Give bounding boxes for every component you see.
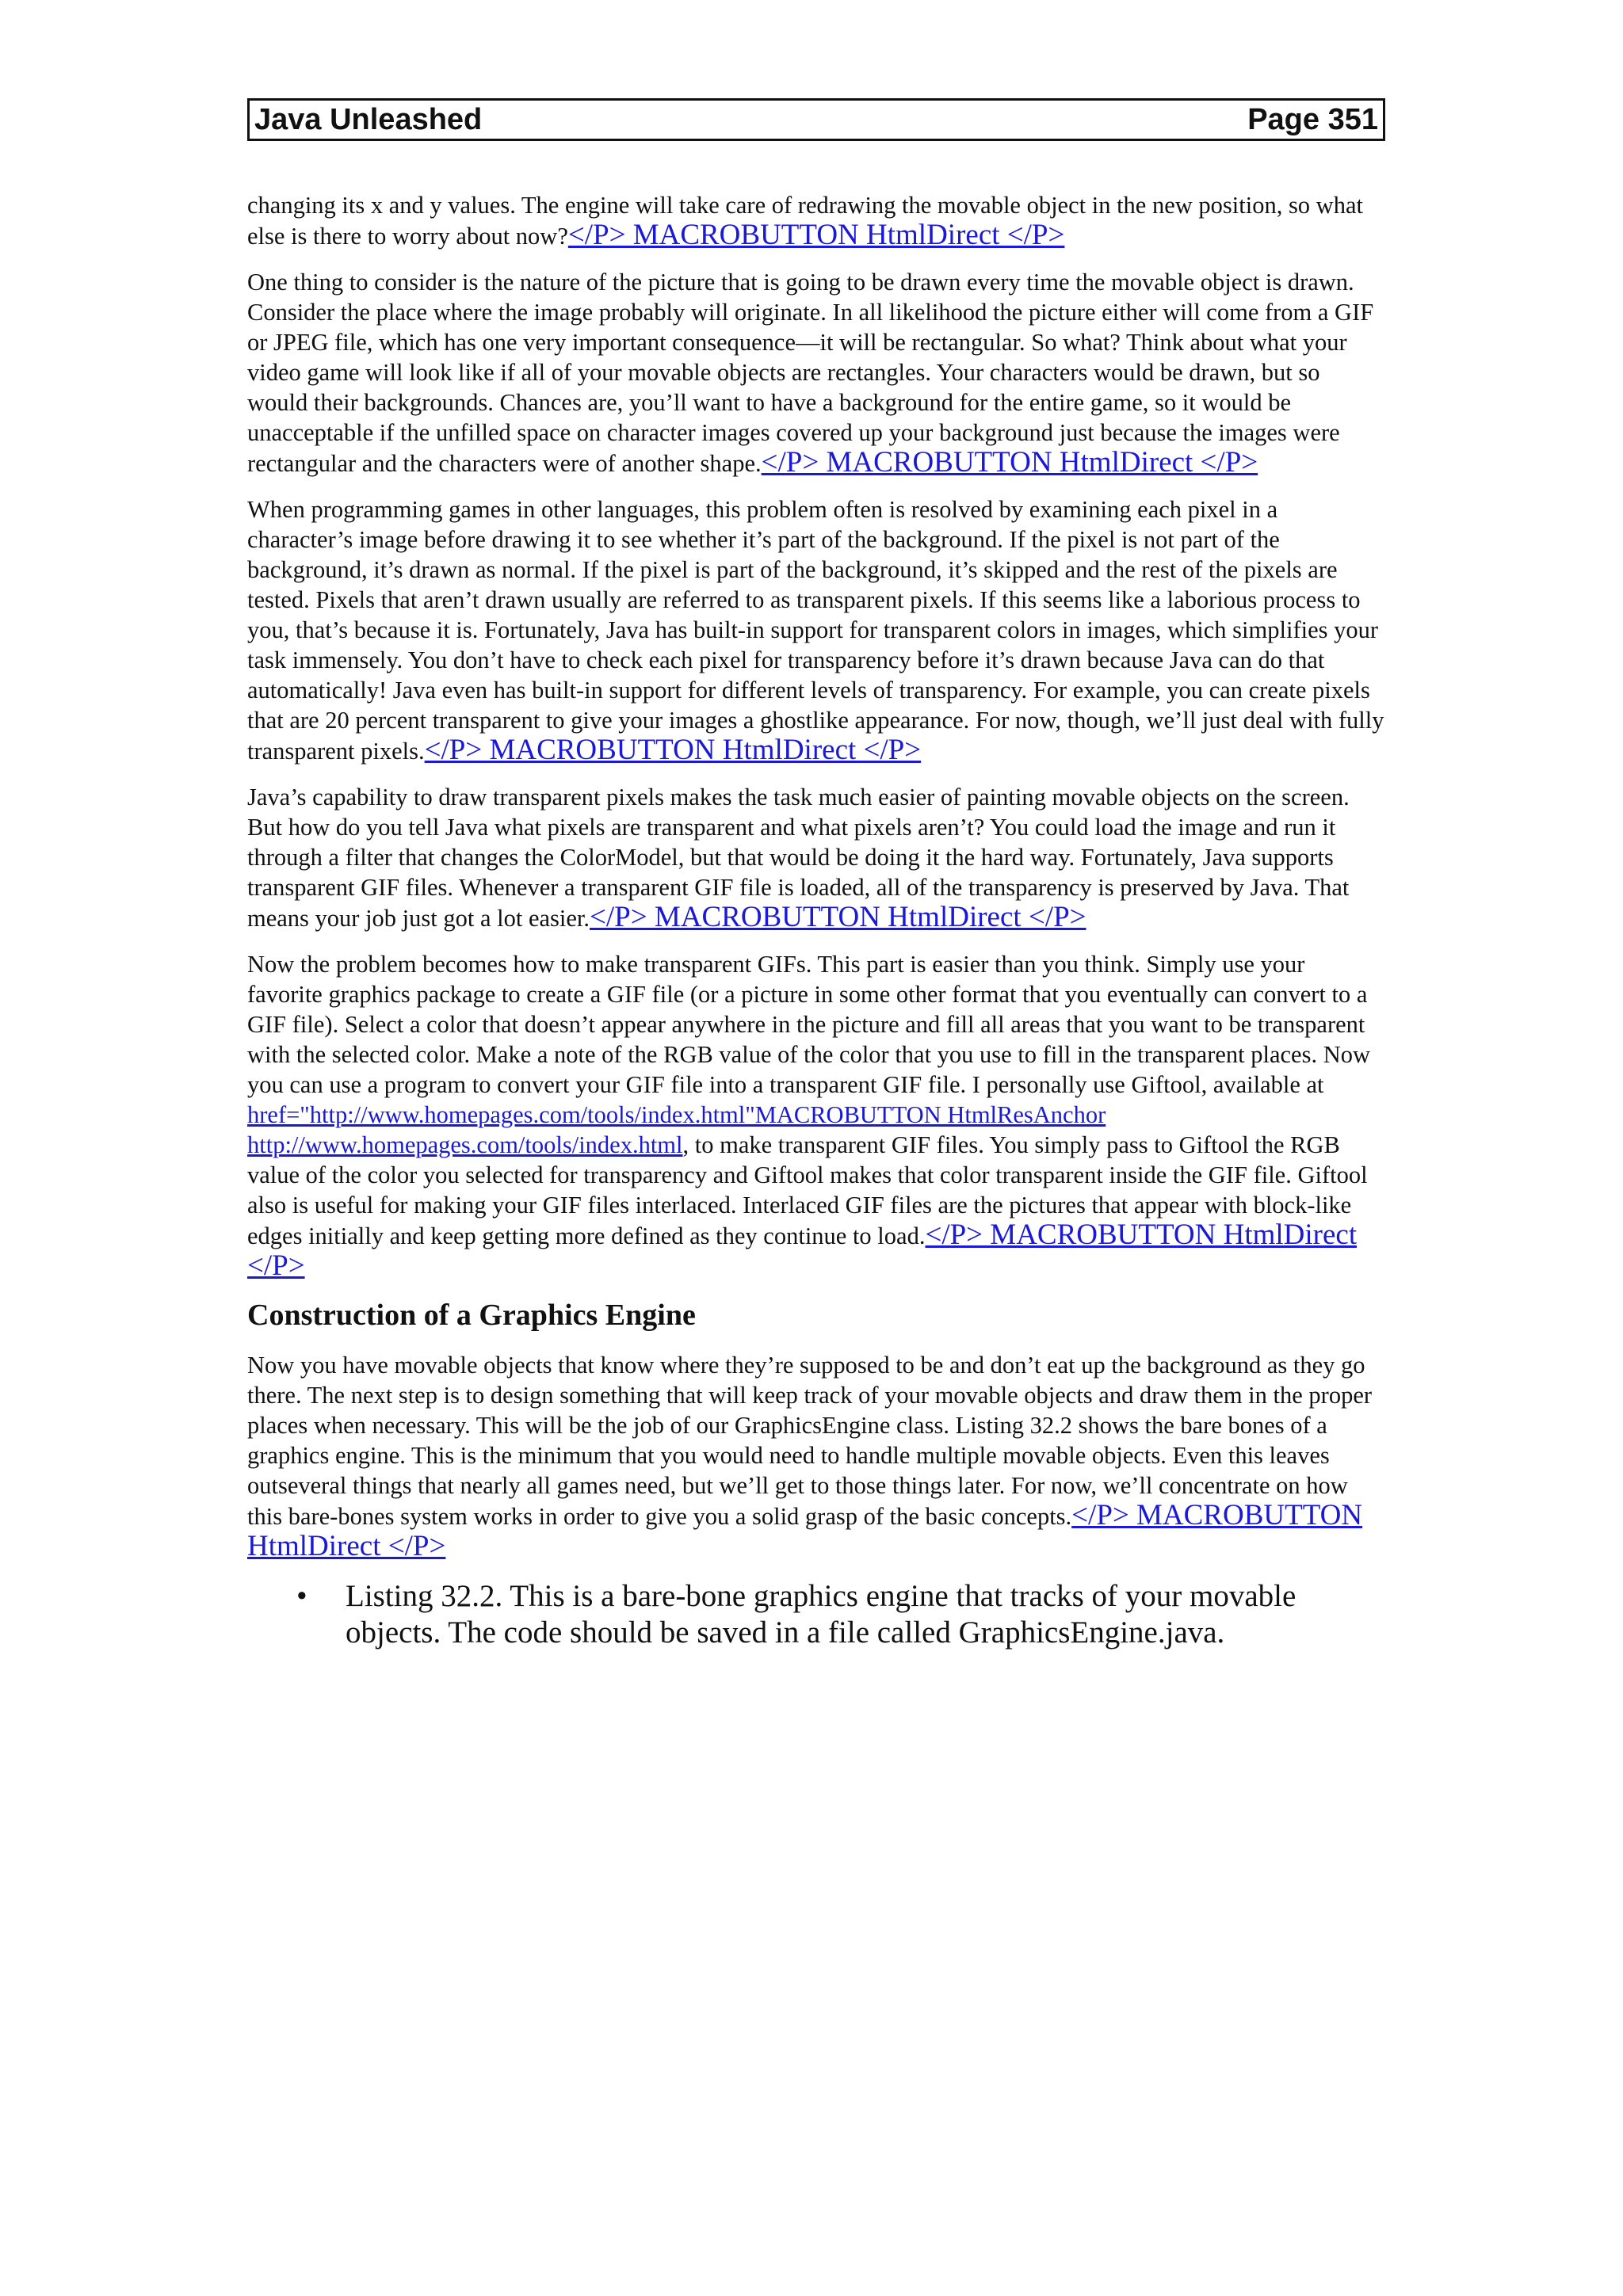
page-header (247, 98, 1385, 141)
macrobutton-link[interactable]: </P> MACROBUTTON HtmlDirect </P> (247, 1499, 1363, 1562)
document-page (247, 98, 1385, 1651)
listing-caption (296, 1578, 1385, 1651)
listing-caption-text: Listing 32.2. This is a bare-bone graphics engine that tracks of your movable objects. The code should be saved in a file called GraphicsEngine.java. (346, 1579, 1296, 1650)
paragraph-text: Now the problem becomes how to make transparent GIFs. This part is easier than you think. Simply use your favorite graphics package to create a GIF file (or a picture in some other format that you eventually can convert to a GIF file). Select a color that doesn’t appear anywhere in the picture and fill all areas that you want to be transparent with the selected color. Make a note of the RGB value of the color that you use to fill in the transparent places. Now you can use a program to convert your GIF file into a transparent GIF file. I personally use Giftool, available at (247, 951, 1370, 1098)
macrobutton-link[interactable]: </P> MACROBUTTON HtmlDirect </P> (424, 734, 922, 766)
paragraph-text: Java’s capability to draw transparent pixels makes the task much easier of painting movable objects on the screen. But how do you tell Java what pixels are transparent and what pixels aren’t? You could load the image and run it through a filter that changes the ColorModel, but that would be doing it the hard way. Fortunately, Java supports transparent GIF files. Whenever a transparent GIF file is loaded, all of the transparency is preserved by Java. That means your job just got a lot easier. (247, 784, 1350, 932)
paragraph-4 (247, 782, 1385, 933)
macrobutton-link[interactable]: </P> MACROBUTTON HtmlDirect </P> (567, 219, 1065, 251)
bullet-icon: • (296, 1579, 307, 1613)
macrobutton-link[interactable]: </P> MACROBUTTON HtmlDirect </P> (590, 901, 1086, 933)
page-content (247, 190, 1385, 1651)
paragraph-text: , to make transparent GIF files. You simply pass to Giftool the RGB value of the color you selected for transparency and Giftool makes that color transparent inside the GIF file. Giftool also is useful for making your GIF files interlaced. Interlaced GIF files are the pictures that appear with block-like edges initially and keep getting more defined as they continue to load. (247, 1131, 1368, 1249)
paragraph-text: changing its x and y values. The engine will take care of redrawing the movable object in the new position, so what else is there to worry about now? (247, 192, 1363, 250)
macrobutton-link[interactable]: </P> MACROBUTTON HtmlDirect </P> (761, 446, 1258, 479)
page-number: Page 351 (1247, 103, 1378, 136)
macrobutton-link[interactable]: </P> MACROBUTTON HtmlDirect </P> (247, 1219, 1358, 1282)
giftool-link[interactable]: href="http://www.homepages.com/tools/index.html"MACROBUTTON HtmlResAnchor http://www.homepages.com/tools/index.html (247, 1101, 1106, 1158)
paragraph-1 (247, 190, 1385, 251)
paragraph-3 (247, 494, 1385, 766)
paragraph-5 (247, 949, 1385, 1282)
paragraph-text: When programming games in other languages, this problem often is resolved by examining each pixel in a character’s image before drawing it to see whether it’s part of the background. If the pixel is not part of the background, it’s drawn as normal. If the pixel is part of the background, it’s skipped and the rest of the pixels are tested. Pixels that aren’t drawn usually are referred to as transparent pixels. If this seems like a laborious process to you, that’s because it is. Fortunately, Java has built-in support for transparent colors in images, which simplifies your task immensely. You don’t have to check each pixel for transparency before it’s drawn because Java can do that automatically! Java even has built-in support for different levels of transparency. For example, you can create pixels that are 20 percent transparent to give your images a ghostlike appearance. For now, though, we’ll just deal with fully transparent pixels. (247, 496, 1384, 765)
book-title: Java Unleashed (254, 103, 483, 136)
paragraph-6 (247, 1350, 1385, 1562)
paragraph-text: Now you have movable objects that know where they’re supposed to be and don’t eat up the background as they go there. The next step is to design something that will keep track of your movable objects and draw them in the proper places when necessary. This will be the job of our GraphicsEngine class. Listing 32.2 shows the bare bones of a graphics engine. This is the minimum that you would need to handle multiple movable objects. Even this leaves outseveral things that nearly all games need, but we’ll get to those things later. For now, we’ll concentrate on how this bare-bones system works in order to give you a solid grasp of the basic concepts. (247, 1352, 1373, 1530)
paragraph-text: One thing to consider is the nature of the picture that is going to be drawn every time the movable object is drawn. Consider the place where the image probably will originate. In all likelihood the picture either will come from a GIF or JPEG file, which has one very important consequence—it will be rectangular. So what? Think about what your video game will look like if all of your movable objects are rectangles. Your characters would be drawn, but so would their backgrounds. Chances are, you’ll want to have a background for the entire game, so it would be unacceptable if the unfilled space on character images covered up your background just because the images were rectangular and the characters were of another shape. (247, 269, 1374, 477)
paragraph-2 (247, 267, 1385, 479)
section-heading: Construction of a Graphics Engine (247, 1299, 696, 1332)
